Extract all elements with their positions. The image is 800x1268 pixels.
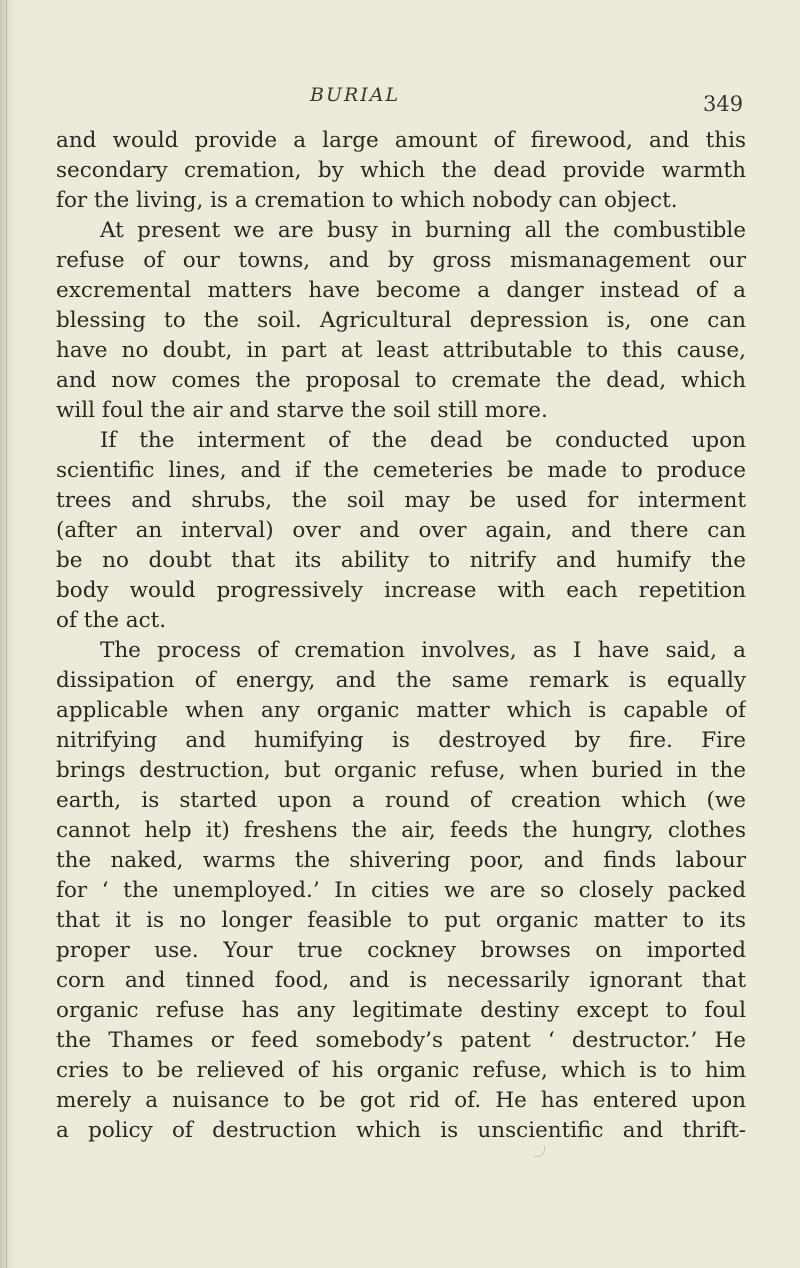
text-line: blessing to the soil. Agricultural depression is, one can [56, 308, 746, 333]
text-line: applicable when any organic matter which is capable of [56, 698, 746, 723]
text-line: for ‘ the unemployed.’ In cities we are so closely packed [56, 878, 746, 903]
text-line: If the interment of the dead be conducted upon [100, 428, 746, 453]
text-line: organic refuse has any legitimate destiny except to foul [56, 998, 746, 1023]
text-line: the Thames or feed somebody’s patent ‘ destructor.’ He [56, 1028, 746, 1053]
book-spine-shadow [0, 0, 16, 1268]
text-line: excremental matters have become a danger instead of a [56, 278, 746, 303]
text-line: secondary cremation, by which the dead provide warmth [56, 158, 746, 183]
text-line: will foul the air and starve the soil still more. [56, 398, 548, 423]
text-line: merely a nuisance to be got rid of. He has entered upon [56, 1088, 746, 1113]
page-number: 349 [703, 92, 744, 116]
text-line: a policy of destruction which is unscientific and thrift- [56, 1118, 746, 1143]
paper-mark [534, 1146, 545, 1157]
text-line: refuse of our towns, and by gross mismanagement our [56, 248, 746, 273]
text-line: dissipation of energy, and the same remark is equally [56, 668, 746, 693]
text-line: corn and tinned food, and is necessarily ignorant that [56, 968, 746, 993]
text-line: and would provide a large amount of firewood, and this [56, 128, 746, 153]
text-line: The process of cremation involves, as I have said, a [100, 638, 746, 663]
text-line: cries to be relieved of his organic refuse, which is to him [56, 1058, 746, 1083]
body-text [56, 126, 746, 1146]
text-line: have no doubt, in part at least attributable to this cause, [56, 338, 746, 363]
text-line: the naked, warms the shivering poor, and finds labour [56, 848, 746, 873]
text-line: for the living, is a cremation to which nobody can object. [56, 188, 678, 213]
text-line: and now comes the proposal to cremate the dead, which [56, 368, 746, 393]
text-line: be no doubt that its ability to nitrify and humify the [56, 548, 746, 573]
text-line: body would progressively increase with each repetition [56, 578, 746, 603]
text-line: scientific lines, and if the cemeteries be made to produce [56, 458, 746, 483]
text-line: nitrifying and humifying is destroyed by fire. Fire [56, 728, 746, 753]
running-head [0, 84, 800, 116]
text-line: cannot help it) freshens the air, feeds the hungry, clothes [56, 818, 746, 843]
text-line: of the act. [56, 608, 167, 633]
gutter-line [6, 0, 7, 1268]
text-line: (after an interval) over and over again, and there can [56, 518, 746, 543]
text-line: brings destruction, but organic refuse, when buried in the [56, 758, 746, 783]
text-line: that it is no longer feasible to put organic matter to its [56, 908, 746, 933]
text-line: At present we are busy in burning all the combustible [100, 218, 746, 243]
text-line: trees and shrubs, the soil may be used for interment [56, 488, 746, 513]
chapter-title: BURIAL [310, 84, 401, 106]
text-line: proper use. Your true cockney browses on imported [56, 938, 746, 963]
text-line: earth, is started upon a round of creation which (we [56, 788, 746, 813]
